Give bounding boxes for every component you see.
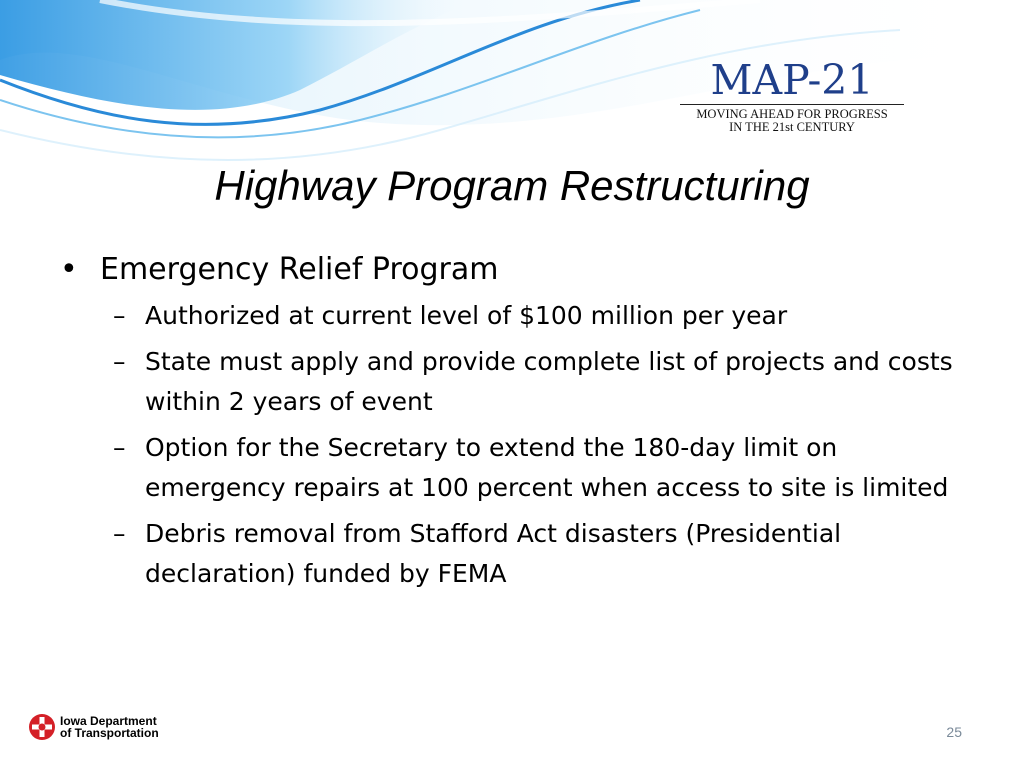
sub-bullet-text: Authorized at current level of $100 million per year: [145, 301, 788, 330]
iowa-dot-name: [60, 715, 159, 739]
sub-bullet-text: State must apply and provide complete list of projects and costs within 2 years of event: [145, 347, 953, 416]
sub-bullet-text: Debris removal from Stafford Act disasters (Presidential declaration) funded by FEMA: [145, 519, 842, 588]
slide-title: Highway Program Restructuring: [214, 162, 810, 209]
sub-bullet-item: [113, 514, 960, 594]
sub-bullet-item: [113, 296, 960, 336]
slide-content: [60, 248, 960, 600]
sub-bullet-item: [113, 428, 960, 508]
dash-marker: –: [113, 301, 126, 330]
dash-marker: –: [113, 347, 126, 376]
logo-divider: [680, 104, 904, 105]
iowa-dot-name-line2: of Transportation: [60, 726, 159, 740]
map21-logo-title: MAP-21: [710, 56, 874, 104]
sub-bullet-text: Option for the Secretary to extend the 180-day limit on emergency repairs at 100 percent when access to site is limited: [145, 433, 949, 502]
dash-marker: –: [113, 519, 126, 548]
map21-logo: [678, 58, 906, 134]
bullet-marker: •: [60, 252, 78, 287]
slide-number: 25: [946, 724, 962, 740]
sub-bullet-item: [113, 342, 960, 422]
iowa-dot-name-line1: Iowa Department: [60, 714, 157, 728]
map21-logo-subtitle-line2: IN THE 21st CENTURY: [729, 120, 855, 134]
sub-bullet-list: [113, 296, 960, 594]
bullet-text: Emergency Relief Program: [100, 252, 499, 287]
map21-logo-subtitle-line1: MOVING AHEAD FOR PROGRESS: [696, 107, 888, 121]
bullet-item: [60, 248, 960, 292]
iowa-dot-logo: [28, 712, 159, 742]
dash-marker: –: [113, 433, 126, 462]
iowa-dot-emblem-icon: [28, 712, 56, 742]
